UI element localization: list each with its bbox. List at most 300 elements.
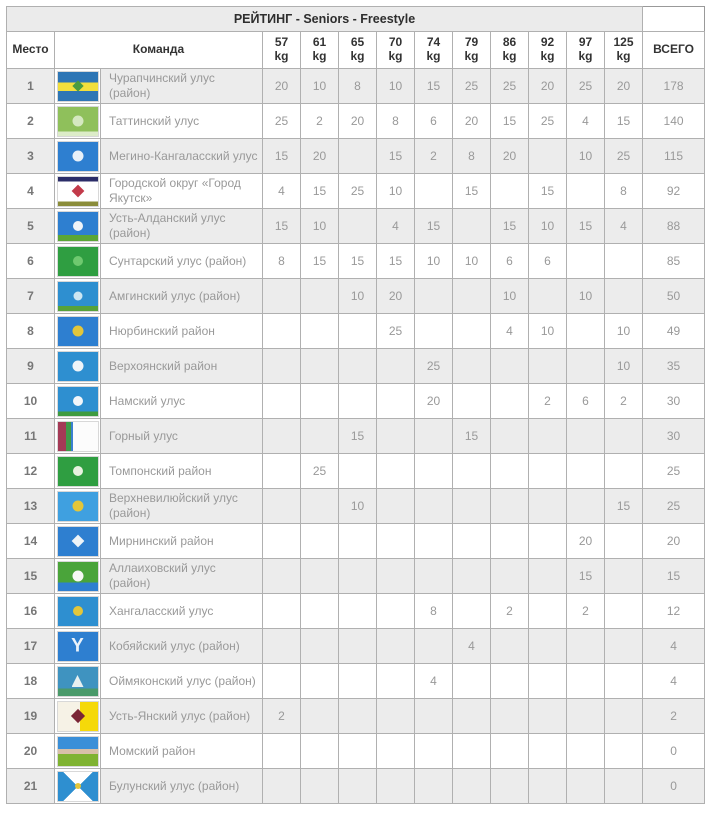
flag-emblem bbox=[72, 80, 83, 91]
team-name-cell: Амгинский улус (район) bbox=[101, 279, 263, 314]
flag-cell bbox=[55, 244, 101, 279]
score-cell-86kg: 15 bbox=[491, 209, 529, 244]
score-cell-70kg bbox=[377, 734, 415, 769]
score-cell-125kg bbox=[605, 524, 643, 559]
flag-emblem bbox=[72, 501, 83, 512]
score-cell-92kg bbox=[529, 279, 567, 314]
table-row bbox=[7, 279, 705, 314]
col-header-weight-97: 97 kg bbox=[567, 32, 605, 69]
col-header-place: Место bbox=[7, 32, 55, 69]
place-cell: 20 bbox=[7, 734, 55, 769]
score-cell-74kg bbox=[415, 559, 453, 594]
total-cell: 88 bbox=[643, 209, 705, 244]
total-cell: 4 bbox=[643, 629, 705, 664]
score-cell-74kg bbox=[415, 524, 453, 559]
score-cell-86kg: 25 bbox=[491, 69, 529, 104]
table-row bbox=[7, 419, 705, 454]
score-cell-79kg bbox=[453, 349, 491, 384]
team-flag-icon bbox=[58, 177, 98, 206]
score-cell-61kg bbox=[301, 734, 339, 769]
team-name-cell: Мирнинский район bbox=[101, 524, 263, 559]
score-cell-57kg: 2 bbox=[263, 699, 301, 734]
total-cell: 140 bbox=[643, 104, 705, 139]
place-cell: 21 bbox=[7, 769, 55, 804]
page-title: РЕЙТИНГ - Seniors - Freestyle bbox=[7, 7, 643, 32]
flag-cell bbox=[55, 699, 101, 734]
flag-cell bbox=[55, 419, 101, 454]
score-cell-65kg: 8 bbox=[339, 69, 377, 104]
total-cell: 178 bbox=[643, 69, 705, 104]
flag-emblem bbox=[71, 535, 84, 548]
score-cell-70kg bbox=[377, 559, 415, 594]
score-cell-86kg bbox=[491, 769, 529, 804]
score-cell-86kg bbox=[491, 384, 529, 419]
score-cell-61kg bbox=[301, 384, 339, 419]
score-cell-74kg bbox=[415, 419, 453, 454]
score-cell-74kg bbox=[415, 454, 453, 489]
total-cell: 50 bbox=[643, 279, 705, 314]
score-cell-79kg: 25 bbox=[453, 69, 491, 104]
score-cell-70kg: 10 bbox=[377, 69, 415, 104]
score-cell-57kg: 15 bbox=[263, 139, 301, 174]
score-cell-97kg bbox=[567, 734, 605, 769]
score-cell-61kg: 10 bbox=[301, 69, 339, 104]
flag-cell bbox=[55, 734, 101, 769]
table-row bbox=[7, 559, 705, 594]
score-cell-86kg: 10 bbox=[491, 279, 529, 314]
score-cell-97kg: 15 bbox=[567, 559, 605, 594]
score-cell-86kg: 2 bbox=[491, 594, 529, 629]
team-name-cell: Мегино-Кангаласский улус bbox=[101, 139, 263, 174]
score-cell-61kg bbox=[301, 349, 339, 384]
flag-cell bbox=[55, 629, 101, 664]
score-cell-86kg bbox=[491, 664, 529, 699]
score-cell-125kg bbox=[605, 699, 643, 734]
score-cell-79kg bbox=[453, 314, 491, 349]
score-cell-97kg bbox=[567, 699, 605, 734]
team-flag-icon bbox=[58, 317, 98, 346]
total-cell: 15 bbox=[643, 559, 705, 594]
score-cell-65kg: 10 bbox=[339, 489, 377, 524]
flag-emblem bbox=[73, 221, 83, 231]
score-cell-79kg: 4 bbox=[453, 629, 491, 664]
flag-cell bbox=[55, 314, 101, 349]
team-flag-icon bbox=[58, 142, 98, 171]
score-cell-65kg: 10 bbox=[339, 279, 377, 314]
team-name-cell: Намский улус bbox=[101, 384, 263, 419]
score-cell-61kg bbox=[301, 629, 339, 664]
score-cell-74kg bbox=[415, 769, 453, 804]
table-row bbox=[7, 489, 705, 524]
score-cell-65kg bbox=[339, 209, 377, 244]
score-cell-74kg bbox=[415, 314, 453, 349]
score-cell-61kg: 10 bbox=[301, 209, 339, 244]
table-row bbox=[7, 734, 705, 769]
score-cell-57kg bbox=[263, 419, 301, 454]
team-name-cell: Кобяйский улус (район) bbox=[101, 629, 263, 664]
score-cell-92kg bbox=[529, 419, 567, 454]
flag-cell bbox=[55, 524, 101, 559]
flag-cell bbox=[55, 279, 101, 314]
score-cell-97kg bbox=[567, 244, 605, 279]
flag-emblem bbox=[72, 361, 83, 372]
total-cell: 85 bbox=[643, 244, 705, 279]
score-cell-65kg bbox=[339, 664, 377, 699]
table-row bbox=[7, 69, 705, 104]
score-cell-125kg bbox=[605, 419, 643, 454]
score-cell-79kg bbox=[453, 559, 491, 594]
team-name-cell: Городской округ «Город Якутск» bbox=[101, 174, 263, 209]
flag-cell bbox=[55, 559, 101, 594]
table-row bbox=[7, 769, 705, 804]
score-cell-97kg: 20 bbox=[567, 524, 605, 559]
place-cell: 17 bbox=[7, 629, 55, 664]
score-cell-92kg bbox=[529, 139, 567, 174]
score-cell-57kg bbox=[263, 524, 301, 559]
score-cell-125kg bbox=[605, 769, 643, 804]
table-row bbox=[7, 594, 705, 629]
score-cell-86kg bbox=[491, 174, 529, 209]
table-row bbox=[7, 139, 705, 174]
score-cell-74kg: 15 bbox=[415, 69, 453, 104]
total-cell: 30 bbox=[643, 384, 705, 419]
score-cell-61kg bbox=[301, 524, 339, 559]
score-cell-86kg bbox=[491, 699, 529, 734]
score-cell-79kg bbox=[453, 699, 491, 734]
score-cell-125kg: 15 bbox=[605, 104, 643, 139]
score-cell-65kg bbox=[339, 629, 377, 664]
score-cell-70kg bbox=[377, 349, 415, 384]
score-cell-70kg: 15 bbox=[377, 244, 415, 279]
flag-cell bbox=[55, 69, 101, 104]
total-cell: 25 bbox=[643, 454, 705, 489]
place-cell: 9 bbox=[7, 349, 55, 384]
score-cell-70kg: 20 bbox=[377, 279, 415, 314]
score-cell-79kg: 15 bbox=[453, 419, 491, 454]
score-cell-92kg: 15 bbox=[529, 174, 567, 209]
score-cell-79kg bbox=[453, 524, 491, 559]
col-header-weight-61: 61 kg bbox=[301, 32, 339, 69]
score-cell-92kg bbox=[529, 699, 567, 734]
place-cell: 16 bbox=[7, 594, 55, 629]
score-cell-65kg: 15 bbox=[339, 244, 377, 279]
team-flag-icon bbox=[58, 352, 98, 381]
score-cell-61kg bbox=[301, 419, 339, 454]
table-row bbox=[7, 349, 705, 384]
place-cell: 4 bbox=[7, 174, 55, 209]
team-name-cell: Верхневилюйский улус (район) bbox=[101, 489, 263, 524]
score-cell-86kg bbox=[491, 349, 529, 384]
score-cell-125kg: 15 bbox=[605, 489, 643, 524]
score-cell-92kg: 10 bbox=[529, 314, 567, 349]
team-flag-icon bbox=[58, 247, 98, 276]
flag-cell bbox=[55, 384, 101, 419]
team-name-cell: Чурапчинский улус (район) bbox=[101, 69, 263, 104]
score-cell-70kg bbox=[377, 629, 415, 664]
score-cell-79kg bbox=[453, 454, 491, 489]
score-cell-57kg bbox=[263, 349, 301, 384]
place-cell: 19 bbox=[7, 699, 55, 734]
score-cell-57kg: 20 bbox=[263, 69, 301, 104]
score-cell-74kg bbox=[415, 174, 453, 209]
table-row bbox=[7, 664, 705, 699]
score-cell-74kg: 20 bbox=[415, 384, 453, 419]
flag-cell bbox=[55, 209, 101, 244]
col-header-total: ВСЕГО bbox=[643, 32, 705, 69]
place-cell: 6 bbox=[7, 244, 55, 279]
table-row bbox=[7, 314, 705, 349]
place-cell: 7 bbox=[7, 279, 55, 314]
place-cell: 11 bbox=[7, 419, 55, 454]
table-row bbox=[7, 244, 705, 279]
score-cell-57kg: 8 bbox=[263, 244, 301, 279]
score-cell-57kg bbox=[263, 279, 301, 314]
table-row bbox=[7, 454, 705, 489]
score-cell-74kg bbox=[415, 279, 453, 314]
team-name-cell: Верхоянский район bbox=[101, 349, 263, 384]
score-cell-61kg bbox=[301, 769, 339, 804]
total-cell: 30 bbox=[643, 419, 705, 454]
team-flag-icon bbox=[58, 72, 98, 101]
team-flag-icon bbox=[58, 702, 98, 731]
score-cell-57kg bbox=[263, 594, 301, 629]
score-cell-125kg bbox=[605, 734, 643, 769]
flag-emblem bbox=[73, 606, 83, 616]
score-cell-57kg: 25 bbox=[263, 104, 301, 139]
total-cell: 12 bbox=[643, 594, 705, 629]
team-flag-icon bbox=[58, 632, 98, 661]
col-header-weight-125: 125 kg bbox=[605, 32, 643, 69]
score-cell-97kg bbox=[567, 454, 605, 489]
score-cell-61kg bbox=[301, 664, 339, 699]
score-cell-92kg bbox=[529, 489, 567, 524]
score-cell-70kg bbox=[377, 489, 415, 524]
total-cell: 25 bbox=[643, 489, 705, 524]
team-name-cell: Нюрбинский район bbox=[101, 314, 263, 349]
score-cell-61kg bbox=[301, 279, 339, 314]
total-cell: 115 bbox=[643, 139, 705, 174]
team-flag-icon bbox=[58, 737, 98, 766]
score-cell-65kg bbox=[339, 734, 377, 769]
score-cell-65kg bbox=[339, 454, 377, 489]
score-cell-86kg: 6 bbox=[491, 244, 529, 279]
title-row bbox=[7, 7, 705, 32]
place-cell: 12 bbox=[7, 454, 55, 489]
team-flag-icon bbox=[58, 282, 98, 311]
score-cell-125kg bbox=[605, 244, 643, 279]
flag-emblem bbox=[71, 185, 84, 198]
place-cell: 1 bbox=[7, 69, 55, 104]
team-flag-icon bbox=[58, 107, 98, 136]
place-cell: 5 bbox=[7, 209, 55, 244]
flag-emblem bbox=[73, 396, 83, 406]
score-cell-125kg: 10 bbox=[605, 314, 643, 349]
rating-table bbox=[6, 6, 705, 804]
team-flag-icon bbox=[58, 387, 98, 416]
flag-emblem bbox=[75, 783, 81, 789]
score-cell-70kg bbox=[377, 454, 415, 489]
table-body bbox=[7, 69, 705, 804]
score-cell-92kg bbox=[529, 769, 567, 804]
score-cell-79kg: 8 bbox=[453, 139, 491, 174]
team-name-cell: Оймяконский улус (район) bbox=[101, 664, 263, 699]
score-cell-125kg: 2 bbox=[605, 384, 643, 419]
place-cell: 8 bbox=[7, 314, 55, 349]
table-row bbox=[7, 524, 705, 559]
score-cell-97kg: 10 bbox=[567, 279, 605, 314]
score-cell-61kg bbox=[301, 314, 339, 349]
score-cell-86kg bbox=[491, 629, 529, 664]
table-row bbox=[7, 699, 705, 734]
place-cell: 18 bbox=[7, 664, 55, 699]
team-name-cell: Момский район bbox=[101, 734, 263, 769]
team-name-cell: Сунтарский улус (район) bbox=[101, 244, 263, 279]
score-cell-86kg bbox=[491, 419, 529, 454]
score-cell-86kg bbox=[491, 734, 529, 769]
score-cell-92kg: 2 bbox=[529, 384, 567, 419]
score-cell-125kg bbox=[605, 664, 643, 699]
score-cell-86kg bbox=[491, 559, 529, 594]
team-name-cell: Булунский улус (район) bbox=[101, 769, 263, 804]
score-cell-65kg: 20 bbox=[339, 104, 377, 139]
score-cell-86kg bbox=[491, 454, 529, 489]
score-cell-79kg bbox=[453, 384, 491, 419]
score-cell-125kg bbox=[605, 629, 643, 664]
column-header-row bbox=[7, 32, 705, 69]
score-cell-70kg bbox=[377, 524, 415, 559]
score-cell-65kg bbox=[339, 384, 377, 419]
score-cell-61kg: 15 bbox=[301, 244, 339, 279]
team-flag-icon bbox=[58, 422, 98, 451]
score-cell-79kg bbox=[453, 769, 491, 804]
flag-cell bbox=[55, 594, 101, 629]
team-flag-icon bbox=[58, 597, 98, 626]
flag-emblem bbox=[72, 116, 83, 127]
score-cell-70kg bbox=[377, 594, 415, 629]
score-cell-70kg: 8 bbox=[377, 104, 415, 139]
team-flag-icon bbox=[58, 527, 98, 556]
score-cell-92kg: 10 bbox=[529, 209, 567, 244]
score-cell-57kg bbox=[263, 489, 301, 524]
score-cell-70kg: 10 bbox=[377, 174, 415, 209]
total-cell: 4 bbox=[643, 664, 705, 699]
score-cell-97kg bbox=[567, 349, 605, 384]
score-cell-92kg bbox=[529, 664, 567, 699]
total-cell: 0 bbox=[643, 734, 705, 769]
score-cell-57kg: 4 bbox=[263, 174, 301, 209]
score-cell-125kg: 10 bbox=[605, 349, 643, 384]
score-cell-92kg bbox=[529, 349, 567, 384]
score-cell-79kg bbox=[453, 279, 491, 314]
score-cell-97kg: 4 bbox=[567, 104, 605, 139]
score-cell-97kg: 6 bbox=[567, 384, 605, 419]
place-cell: 10 bbox=[7, 384, 55, 419]
flag-emblem bbox=[72, 326, 83, 337]
score-cell-65kg bbox=[339, 139, 377, 174]
score-cell-97kg bbox=[567, 769, 605, 804]
score-cell-74kg: 2 bbox=[415, 139, 453, 174]
score-cell-86kg: 4 bbox=[491, 314, 529, 349]
score-cell-61kg bbox=[301, 489, 339, 524]
score-cell-86kg: 20 bbox=[491, 139, 529, 174]
flag-emblem bbox=[73, 466, 83, 476]
score-cell-74kg: 4 bbox=[415, 664, 453, 699]
score-cell-70kg bbox=[377, 384, 415, 419]
score-cell-74kg: 25 bbox=[415, 349, 453, 384]
score-cell-97kg bbox=[567, 489, 605, 524]
team-flag-icon bbox=[58, 562, 98, 591]
col-header-weight-74: 74 kg bbox=[415, 32, 453, 69]
flag-cell bbox=[55, 104, 101, 139]
score-cell-65kg bbox=[339, 769, 377, 804]
score-cell-61kg: 20 bbox=[301, 139, 339, 174]
flag-cell bbox=[55, 769, 101, 804]
score-cell-70kg: 15 bbox=[377, 139, 415, 174]
score-cell-97kg bbox=[567, 664, 605, 699]
team-name-cell: Томпонский район bbox=[101, 454, 263, 489]
score-cell-61kg bbox=[301, 699, 339, 734]
flag-emblem bbox=[72, 151, 83, 162]
flag-cell bbox=[55, 664, 101, 699]
flag-emblem bbox=[73, 256, 83, 266]
score-cell-86kg: 15 bbox=[491, 104, 529, 139]
score-cell-74kg bbox=[415, 629, 453, 664]
score-cell-97kg bbox=[567, 174, 605, 209]
score-cell-61kg: 2 bbox=[301, 104, 339, 139]
score-cell-61kg bbox=[301, 559, 339, 594]
score-cell-57kg bbox=[263, 664, 301, 699]
score-cell-86kg bbox=[491, 524, 529, 559]
flag-emblem bbox=[73, 292, 82, 301]
score-cell-125kg bbox=[605, 454, 643, 489]
score-cell-65kg bbox=[339, 349, 377, 384]
score-cell-65kg bbox=[339, 524, 377, 559]
score-cell-65kg bbox=[339, 314, 377, 349]
score-cell-61kg: 15 bbox=[301, 174, 339, 209]
score-cell-125kg: 4 bbox=[605, 209, 643, 244]
col-header-weight-79: 79 kg bbox=[453, 32, 491, 69]
team-name-cell: Усть-Алданский улус (район) bbox=[101, 209, 263, 244]
score-cell-79kg: 10 bbox=[453, 244, 491, 279]
total-cell: 35 bbox=[643, 349, 705, 384]
score-cell-79kg bbox=[453, 734, 491, 769]
col-header-weight-65: 65 kg bbox=[339, 32, 377, 69]
flag-emblem bbox=[72, 571, 83, 582]
flag-emblem bbox=[70, 709, 84, 723]
score-cell-70kg: 4 bbox=[377, 209, 415, 244]
score-cell-74kg: 10 bbox=[415, 244, 453, 279]
total-cell: 2 bbox=[643, 699, 705, 734]
score-cell-74kg: 6 bbox=[415, 104, 453, 139]
team-flag-icon bbox=[58, 457, 98, 486]
flag-emblem: Y bbox=[71, 635, 84, 657]
score-cell-125kg: 20 bbox=[605, 69, 643, 104]
score-cell-65kg: 15 bbox=[339, 419, 377, 454]
col-header-weight-92: 92 kg bbox=[529, 32, 567, 69]
total-cell: 92 bbox=[643, 174, 705, 209]
score-cell-79kg bbox=[453, 209, 491, 244]
team-name-cell: Хангаласский улус bbox=[101, 594, 263, 629]
table-row bbox=[7, 629, 705, 664]
team-flag-icon bbox=[58, 772, 98, 801]
score-cell-92kg bbox=[529, 734, 567, 769]
score-cell-70kg bbox=[377, 664, 415, 699]
flag-cell bbox=[55, 489, 101, 524]
score-cell-125kg: 8 bbox=[605, 174, 643, 209]
team-name-cell: Усть-Янский улус (район) bbox=[101, 699, 263, 734]
score-cell-97kg bbox=[567, 419, 605, 454]
score-cell-92kg bbox=[529, 594, 567, 629]
